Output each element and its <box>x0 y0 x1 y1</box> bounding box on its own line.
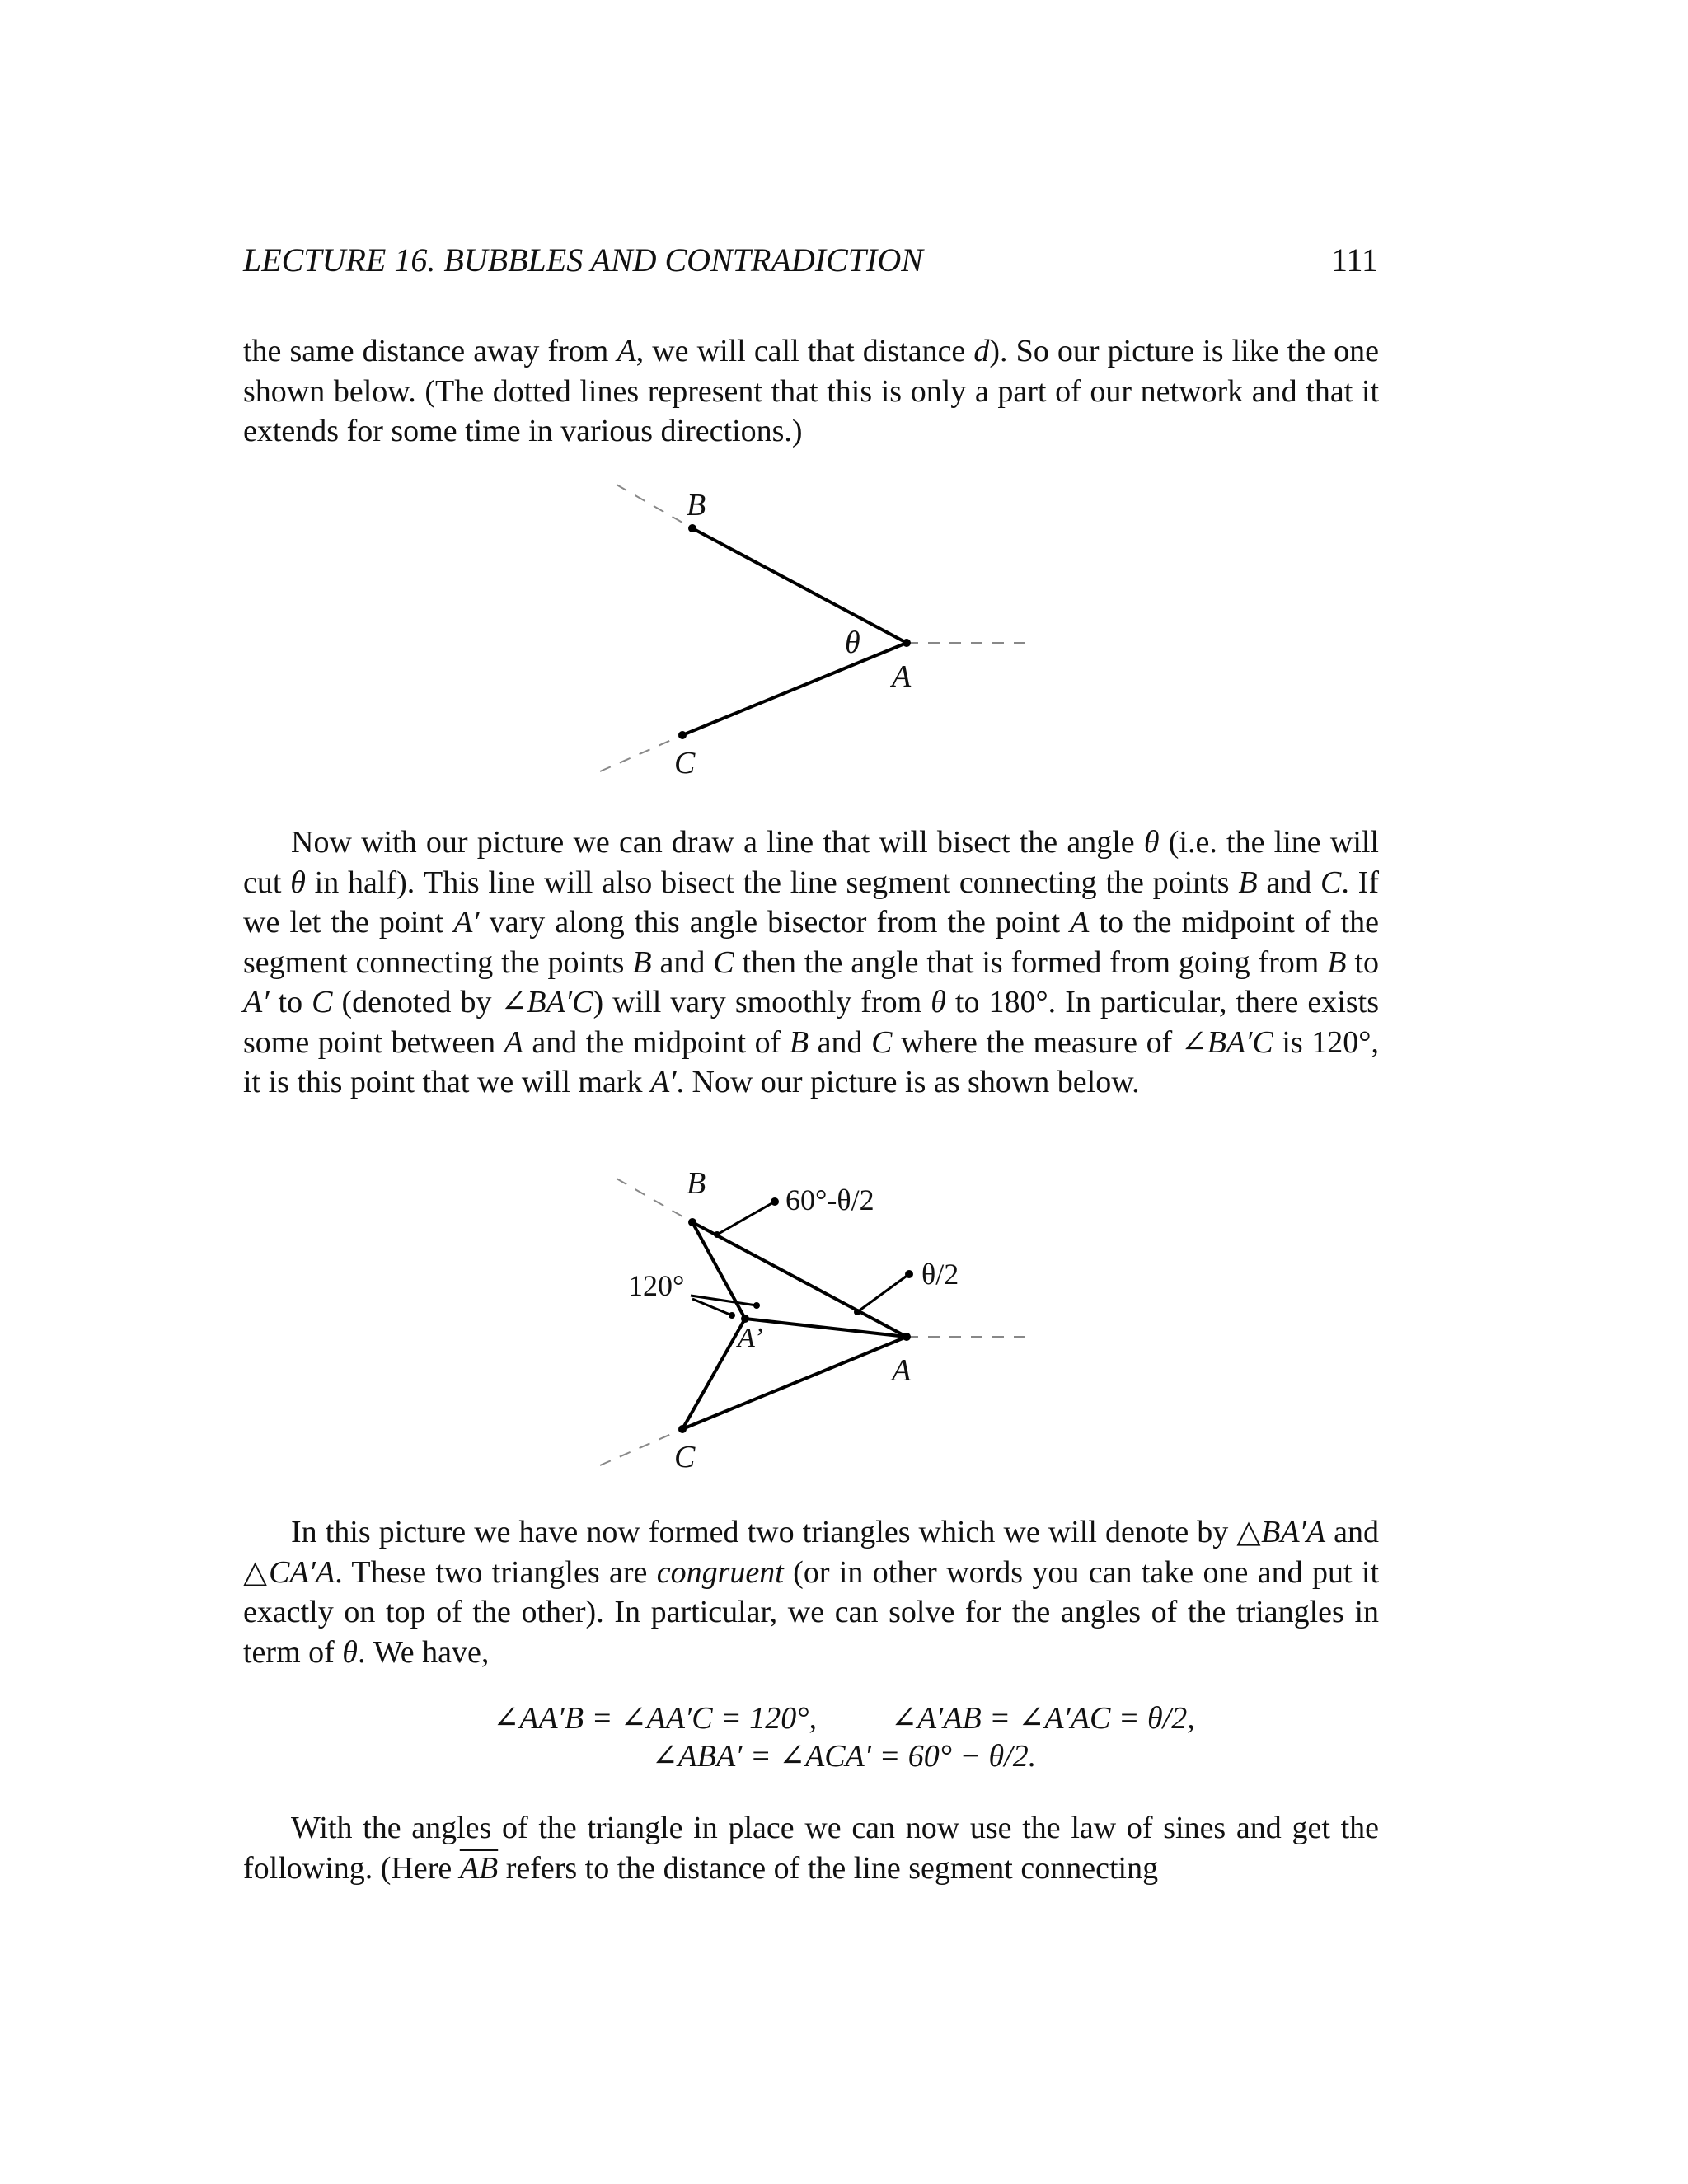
label-c: C <box>674 1440 696 1474</box>
segment-ac <box>682 1337 907 1429</box>
arc-dot-ap-1 <box>753 1302 760 1309</box>
label-120-degrees: 120° <box>628 1269 685 1302</box>
label-a: A <box>892 1353 912 1388</box>
label-a-prime: A’ <box>738 1323 763 1353</box>
point-c <box>678 1425 687 1433</box>
label-b: B <box>687 488 706 523</box>
paragraph-2: Now with our picture we can draw a line that will bisect the angle θ (i.e. the line will cut θ in half). This line will also bisect the line segment connecting the points B and C. If we let the point A′ vary along this angle bisector from the point A to the midpoint of the segment connecting the points B and C then the angle that is formed from going from B to A′ to C (denoted by ∠BA′C) will vary smoothly from θ to 180°. In particular, there exists some point between A and the midpoint of B and C where the measure of ∠BA′C is 120°, it is this point that we will mark A′. Now our picture is as shown below. <box>243 825 1379 1099</box>
point-ap <box>741 1315 749 1323</box>
label-theta: θ <box>845 626 860 660</box>
point-b <box>688 1218 696 1226</box>
label-half-theta: θ/2 <box>921 1258 959 1291</box>
label-60-minus-half-theta: 60°-θ/2 <box>785 1183 874 1216</box>
segment-ap-a <box>745 1319 907 1337</box>
pointer-60 <box>717 1202 775 1235</box>
paragraph-3: In this picture we have now formed two triangles which we will denote by △BA′A and △CA′A. These two triangles are congruent (or in other words you can take one and put it exactly on top of the other). In particular, we can solve for the angles of the triangles in term of θ. We have, <box>243 1515 1379 1670</box>
running-title: LECTURE 16. BUBBLES AND CONTRADICTION <box>243 241 923 279</box>
label-b: B <box>687 1166 706 1201</box>
paragraph-4: With the angles of the triangle in place we can now use the law of sines and get the following. (Here $\overline{AB}$ refers to the distance of the line segment connecting <box>243 1811 1379 1886</box>
dotted-extension-c <box>600 1429 682 1465</box>
label-dot-60 <box>771 1197 779 1206</box>
equation-line-2: ∠ABA′ = ∠ACA′ = 60° − θ/2. <box>651 1739 1037 1774</box>
arc-dot-a <box>854 1309 860 1315</box>
segment-c-ap <box>682 1319 745 1429</box>
paragraph-1: the same distance away from A, we will call that distance d). So our picture is like the one shown below. (The dotted lines represent that this is only a part of our network and that it extends for some time in various directions.) <box>243 334 1379 448</box>
page-number: 111 <box>1330 241 1378 279</box>
dotted-extension-b <box>617 1179 692 1222</box>
label-c: C <box>674 746 696 780</box>
pointer-120-a <box>691 1296 757 1305</box>
equation-line-1: ∠AA′B = ∠AA′C = 120°, ∠A′AB = ∠A′AC = θ/2, <box>493 1701 1195 1736</box>
arc-dot-b <box>714 1231 720 1238</box>
label-a: A <box>892 659 912 694</box>
pointer-half-theta <box>857 1274 909 1312</box>
point-a <box>903 1333 911 1341</box>
label-dot-half-theta <box>905 1270 913 1278</box>
arc-dot-ap-2 <box>729 1312 735 1319</box>
